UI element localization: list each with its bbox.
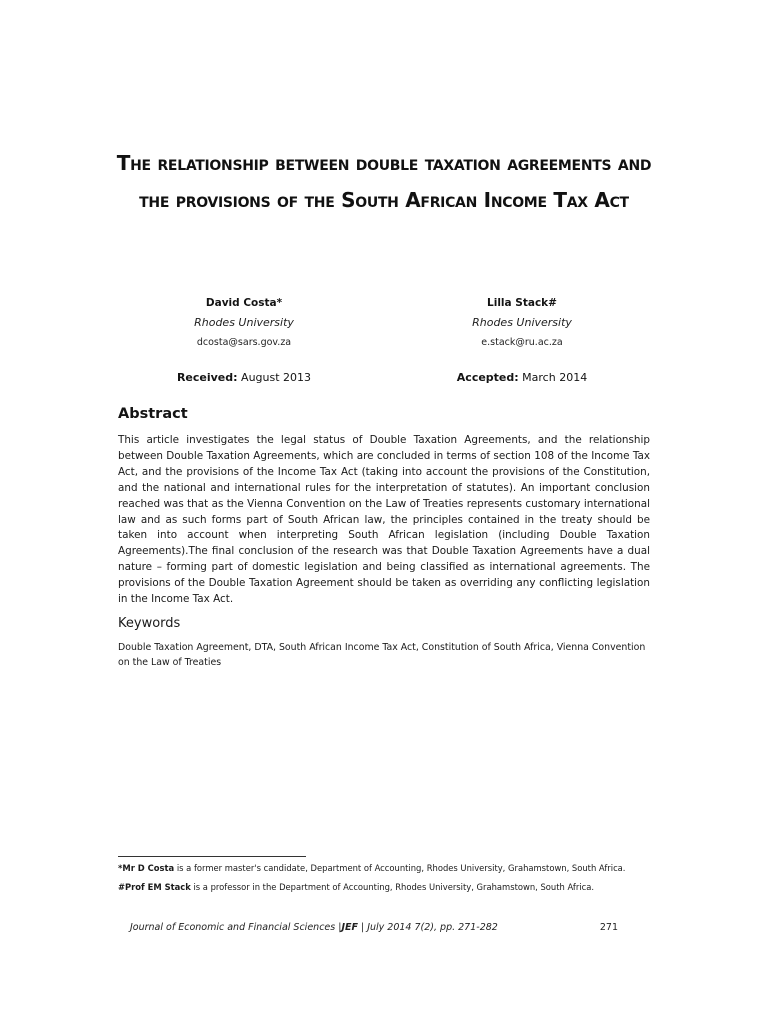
accepted-label: Accepted:: [456, 371, 519, 384]
paper-title: The relationship between double taxation agreements and the provisions of the South African Income Tax Act: [116, 151, 652, 212]
journal-issue: | July 2014 7(2), pp. 271-282: [357, 922, 498, 933]
author-email: dcosta@sars.gov.za: [196, 337, 292, 348]
footnote-divider: [118, 856, 306, 857]
received-label: Received:: [176, 371, 238, 384]
keywords-heading: Keywords: [118, 616, 181, 631]
footnote-text: is a former master's candidate, Department of Accounting, Rhodes University, Grahamstown, South Africa.: [174, 863, 626, 873]
footnote-text: is a professor in the Department of Accounting, Rhodes University, Grahamstown, South Africa.: [190, 882, 595, 892]
footnote-2: [118, 880, 678, 894]
accepted-date: [402, 368, 642, 388]
author-email: e.stack@ru.ac.za: [481, 337, 563, 348]
dates-row: [0, 368, 768, 388]
abstract-body: This article investigates the legal status of Double Taxation Agreements, and the relationship between Double Taxation Agreements, which are concluded in terms of section 108 of the Income Tax Act, and the provisions of the Income Tax Act (taking into account the provisions of the Constitution, and the national and international rules for the interpretation of statutes). An important conclusion reached was that as the Vienna Convention on the Law of Treaties represents customary international law and as such forms part of South African law, the principles contained in the treaty should be taken into account when interpreting South African legislation (including Double Taxation Agreements).The final conclusion of the research was that Double Taxation Agreements have a dual nature – forming part of domestic legislation and being classified as international agreements. The provisions of the Double Taxation Agreement should be taken as overriding any conflicting legislation in the Income Tax Act.: [118, 434, 650, 606]
footnote-1: [118, 861, 678, 875]
journal-citation: [130, 920, 498, 936]
keywords-body: Double Taxation Agreement, DTA, South African Income Tax Act, Constitution of South Africa, Vienna Convention on the Law of Treaties: [118, 642, 646, 668]
author-affiliation: Rhodes University: [472, 316, 572, 329]
footnote-author: #Prof EM Stack: [118, 882, 191, 892]
page-number: 271: [599, 922, 618, 933]
footnote-author: *Mr D Costa: [118, 863, 175, 873]
journal-abbreviation: JEF: [341, 922, 358, 933]
author-1: [124, 294, 364, 352]
received-value: August 2013: [241, 371, 312, 384]
author-2: [402, 294, 642, 352]
abstract-heading: Abstract: [118, 406, 188, 422]
author-name: Lilla Stack#: [487, 297, 557, 309]
received-date: [124, 368, 364, 388]
accepted-value: March 2014: [522, 371, 588, 384]
author-affiliation: Rhodes University: [194, 316, 294, 329]
journal-name: Journal of Economic and Financial Sciences |: [130, 922, 342, 933]
author-name: David Costa*: [205, 297, 283, 309]
